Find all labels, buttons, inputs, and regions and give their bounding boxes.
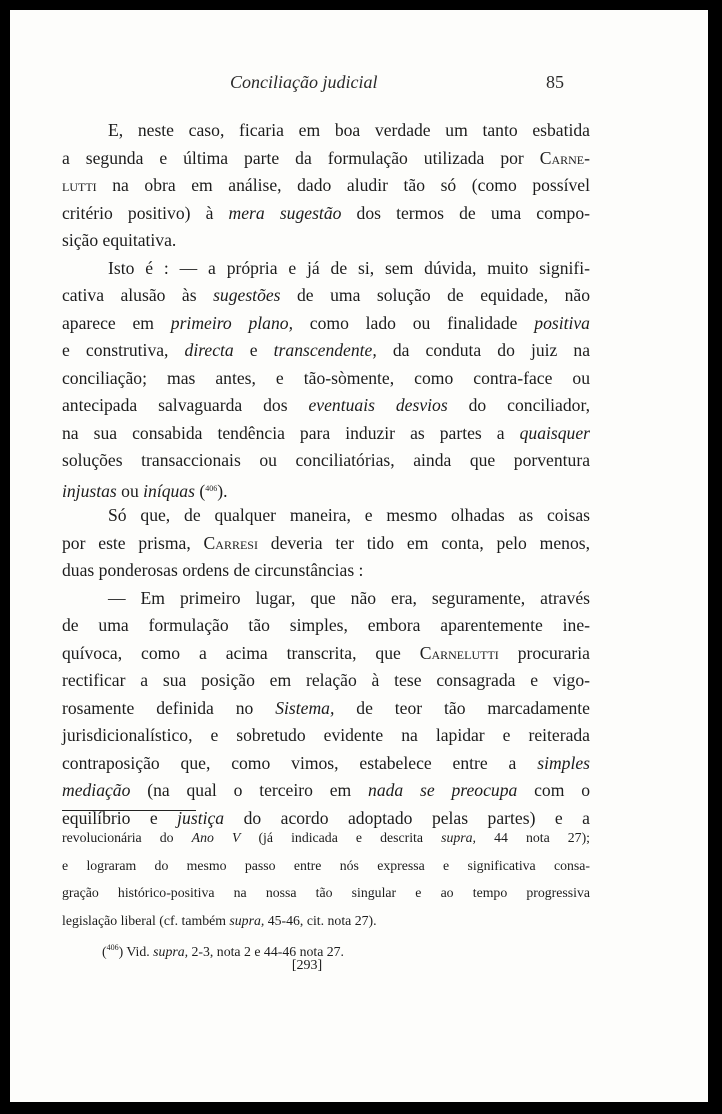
body-text: soluções transaccionais ou conciliatórias, ainda que porventura	[62, 450, 590, 470]
footnote-text: gração histórico-positiva na nossa tão singular e ao tempo progressiva	[62, 885, 590, 900]
footnote-text: e lograram do mesmo passo entre nós expressa e significativa consa-	[62, 857, 590, 873]
body-line	[62, 695, 590, 723]
running-title: Conciliação judicial	[230, 72, 378, 92]
body-line	[62, 640, 590, 668]
body-line	[62, 255, 590, 283]
footnote-line	[62, 909, 590, 937]
body-text: quívoca, como a acima transcrita, que	[62, 642, 420, 663]
body-line	[62, 365, 590, 393]
body-text: (na qual o terceiro em	[130, 780, 369, 800]
body-line	[62, 337, 590, 365]
body-text: cativa alusão às	[62, 285, 214, 305]
footnote-text: revolucionária do	[62, 830, 192, 845]
body-small-caps: Carresi	[203, 532, 258, 553]
bottom-page-number: [293]	[291, 958, 323, 973]
body-italic: mediação	[62, 780, 131, 800]
body-italic: eventuais desvios	[308, 395, 448, 415]
body-text: E, neste caso, ficaria em boa verdade um tanto esbatida	[108, 120, 590, 140]
body-line	[62, 777, 590, 805]
body-italic: Sistema,	[275, 697, 335, 718]
body-line	[62, 172, 590, 200]
footnotes	[62, 826, 590, 964]
body-italic: injustas	[62, 480, 117, 501]
body-line	[62, 667, 590, 695]
body-text: equilíbrio e	[62, 807, 178, 828]
body-text: e construtiva,	[62, 340, 185, 360]
footnote-italic: supra,	[153, 944, 189, 959]
page-footer	[10, 958, 708, 974]
body-italic: iníquas	[143, 480, 195, 501]
body-text: aparece em	[62, 312, 171, 333]
body-line	[62, 282, 590, 310]
footnote-italic: supra,	[441, 830, 476, 845]
body-small-caps: Carnelutti	[419, 642, 499, 663]
body-italic: simples	[537, 752, 590, 773]
running-header	[10, 72, 708, 102]
body-text: de uma formulação tão simples, embora aparentemente ine-	[62, 615, 590, 635]
body-text: Só que, de qualquer maneira, e mesmo olhadas as coisas	[108, 505, 590, 525]
body-text: deveria ter tido em conta, pelo menos,	[257, 532, 590, 553]
body-text: jurisdicionalístico, e sobretudo evidente na lapidar e reiterada	[62, 725, 590, 745]
page-number: 85	[546, 72, 564, 92]
body-text: por este prisma,	[62, 532, 204, 553]
footnote-text: 45-46, cit. nota 27).	[264, 912, 377, 928]
footnote-text: ) Vid.	[118, 944, 154, 959]
footnote-text: (	[102, 944, 107, 959]
body-text: a segunda e última parte da formulação utilizada por	[62, 147, 540, 168]
body-text: rosamente definida no	[62, 697, 276, 718]
body-text: ou	[116, 480, 144, 501]
body-text: — Em primeiro lugar, que não era, seguramente, através	[108, 587, 590, 608]
body-line	[62, 392, 590, 420]
body-text: sição equitativa.	[62, 230, 177, 250]
body-line	[62, 200, 590, 228]
footnote-line	[62, 826, 590, 854]
body-line	[62, 447, 590, 475]
footnote-text: 2-3, nota 2 e 44-46 nota 27.	[188, 944, 345, 959]
body-italic: nada se preocupa	[368, 780, 518, 800]
body-text: de uma solução de equidade, não	[280, 285, 590, 305]
body-text: Isto é : — a própria e já de si, sem dúvida, muito signifi-	[108, 257, 590, 278]
body-text: procuraria	[498, 642, 590, 663]
footnote-text: 44 nota 27);	[475, 830, 590, 845]
body-text	[62, 117, 590, 832]
body-text: duas ponderosas ordens de circunstâncias :	[62, 560, 364, 580]
body-text: conciliação; mas antes, e tão-sòmente, como contra-face ou	[62, 367, 590, 388]
body-italic: directa	[184, 340, 234, 360]
footnote-line	[62, 854, 590, 882]
body-line	[62, 502, 590, 530]
document-page	[10, 10, 708, 1102]
body-line	[62, 310, 590, 338]
footnote-text: (já indicada e descrita	[240, 830, 442, 845]
body-line	[62, 585, 590, 613]
body-text: e	[233, 340, 274, 360]
body-small-caps: lutti	[62, 175, 97, 195]
body-italic: primeiro plano,	[170, 312, 293, 333]
body-text: como lado ou finalidade	[292, 312, 535, 333]
body-text: dos termos de uma compo-	[341, 202, 591, 223]
body-text: do conciliador,	[447, 395, 590, 415]
body-line	[62, 145, 590, 173]
body-italic: positiva	[534, 312, 590, 333]
body-italic: mera sugestão	[228, 202, 342, 223]
body-text: de teor tão marcadamente	[334, 697, 590, 718]
body-italic: sugestões	[213, 285, 281, 305]
body-text: antecipada salvaguarda dos	[62, 395, 309, 415]
body-line	[62, 530, 590, 558]
body-small-caps: Carne-	[539, 147, 590, 168]
body-italic: transcendente,	[273, 340, 377, 360]
body-text: contraposição que, como vimos, estabelece entre a	[62, 752, 538, 773]
body-text: na obra em análise, dado aludir tão só (como possível	[96, 175, 590, 195]
body-italic: quaisquer	[519, 422, 590, 443]
body-text: ).	[217, 480, 228, 501]
body-italic: justiça	[177, 807, 225, 828]
body-text: critério positivo) à	[62, 202, 229, 223]
body-line	[62, 557, 590, 585]
body-line	[62, 117, 590, 145]
body-text: da conduta do juiz na	[376, 340, 590, 360]
body-line	[62, 612, 590, 640]
footnote-line	[62, 881, 590, 909]
body-line	[62, 420, 590, 448]
footnote-italic: Ano V	[191, 830, 241, 845]
body-text: rectificar a sua posição em relação à tese consagrada e vigo-	[62, 670, 590, 690]
footnote-separator	[62, 810, 196, 811]
footnote-footnote-ref: 406	[106, 943, 119, 952]
footnote-italic: supra,	[229, 912, 265, 928]
body-line	[62, 227, 590, 255]
body-text: (	[194, 480, 206, 501]
body-footnote-ref: 406	[205, 483, 218, 493]
body-text: na sua consabida tendência para induzir as partes a	[62, 422, 520, 443]
footnote-text: legislação liberal (cf. também	[62, 912, 230, 928]
body-line	[62, 750, 590, 778]
body-text: do acordo adoptado pelas partes) e a	[224, 807, 590, 828]
body-line	[62, 475, 590, 503]
body-text: com o	[517, 780, 591, 800]
body-line	[62, 722, 590, 750]
